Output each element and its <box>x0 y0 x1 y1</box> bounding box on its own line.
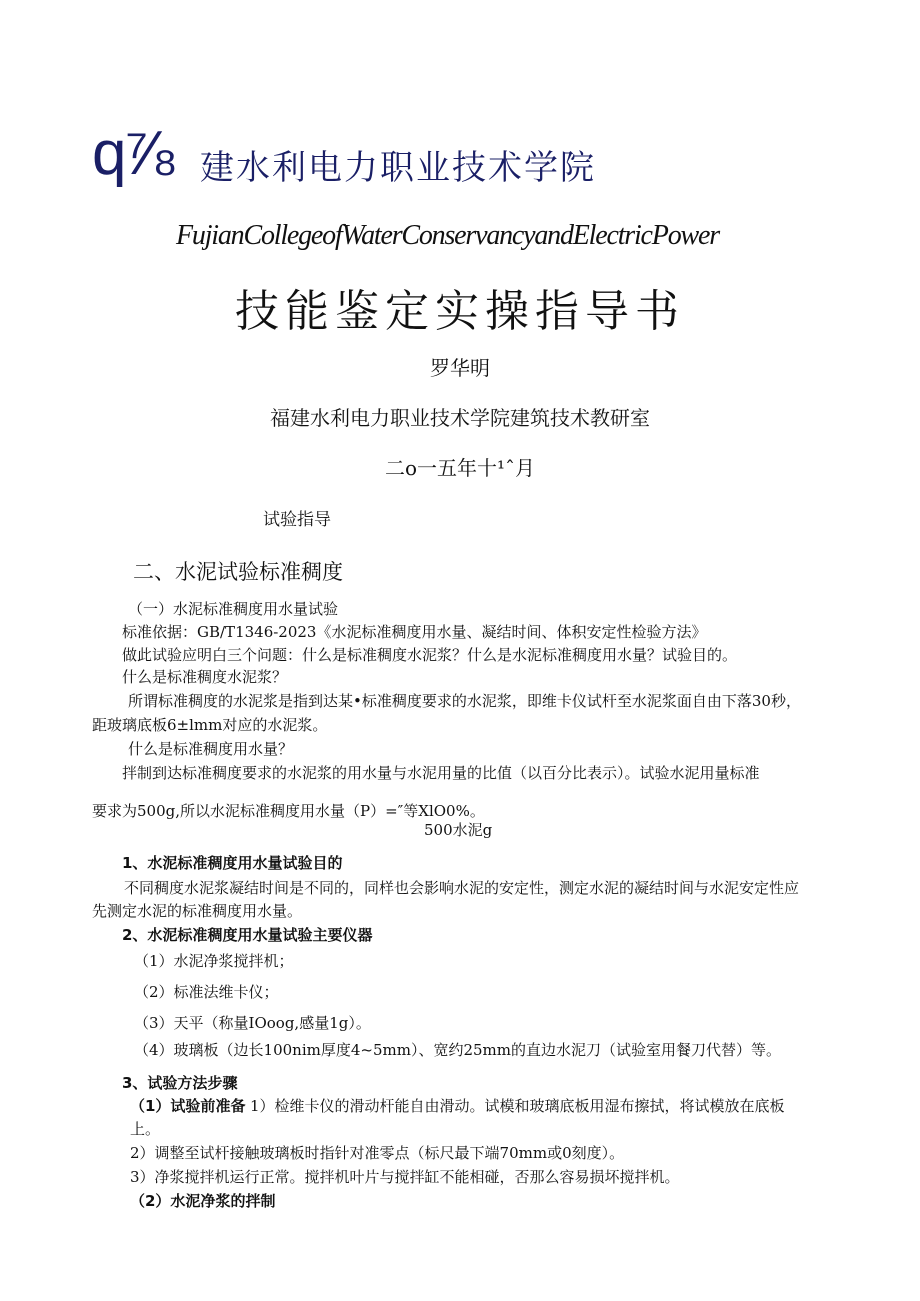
formula-denominator: 500水泥g <box>424 821 493 839</box>
section-heading: 试验指导 <box>263 510 331 530</box>
heading-1: 1、水泥标准稠度用水量试验目的 <box>122 854 343 872</box>
q2-text-line1: 拌制到达标准稠度要求的水泥浆的用水量与水泥用量的比值（以百分比表示）。试验水泥用量标准 <box>122 764 760 782</box>
college-logo: q⅞ <box>92 119 171 188</box>
step1-text-line2: 上。 <box>130 1120 161 1138</box>
q1-heading: 什么是标准稠度水泥浆？ <box>122 668 288 686</box>
step2-heading: （2）水泥净浆的拌制 <box>130 1192 276 1210</box>
questions-intro: 做此试验应明白三个问题：什么是标准稠度水泥浆？什么是水泥标准稠度用水量？试验目的。 <box>122 646 738 664</box>
heading-3: 3、试验方法步骤 <box>122 1074 238 1092</box>
h1-text-line1: 不同稠度水泥浆凝结时间是不同的，同样也会影响水泥的安定性，测定水泥的凝结时间与水泥安定性应 <box>124 879 800 897</box>
q2-heading: 什么是标准稠度用水量？ <box>128 740 294 758</box>
q2-text-line2: 要求为500g,所以水泥标准稠度用水量（P）=″等XlO0%。 <box>92 802 485 820</box>
q1-text-line2: 距玻璃底板6±lmm对应的水泥浆。 <box>92 716 328 734</box>
school-name-cn: 建水利电力职业技术学院 <box>200 148 596 188</box>
department: 福建水利电力职业技术学院建筑技术教研室 <box>270 406 650 430</box>
document-title: 技能鉴定实操指导书 <box>235 286 685 337</box>
school-name-en: FujianCollegeofWaterConservancyandElectricPower <box>176 220 719 251</box>
h1-text-line2: 先测定水泥的标准稠度用水量。 <box>92 902 303 920</box>
step1-heading: （1）试验前准备 <box>130 1097 246 1115</box>
step1-item3: 3）净浆搅拌机运行正常。搅拌机叶片与搅拌缸不能相碰，否那么容易损坏搅拌机。 <box>130 1168 680 1186</box>
heading-2: 2、水泥标准稠度用水量试验主要仪器 <box>122 926 373 944</box>
step1-item2: 2）调整至试杆接触玻璃板时指针对准零点（标尺最下端70mm或0刻度）。 <box>130 1144 625 1162</box>
standard-basis: 标准依据：GB/T1346-2023《水泥标准稠度用水量、凝结时间、体积安定性检验方法》 <box>122 623 707 641</box>
instrument-item: （1）水泥净浆搅拌机； <box>134 952 294 970</box>
q1-text-line1: 所谓标准稠度的水泥浆是指到达某•标准稠度要求的水泥浆，即维卡仪试杆至水泥浆面自由下落30秒， <box>128 692 801 710</box>
instrument-item: （4）玻璃板（边长100nim厚度4~5mm）、宽约25mm的直边水泥刀（试验室用餐刀代替）等。 <box>134 1041 781 1059</box>
part-title: 二、水泥试验标准稠度 <box>133 560 343 584</box>
publish-date: 二o一五年十¹ˆ月 <box>384 456 536 480</box>
instrument-item: （3）天平（称量IOoog,感量1g）。 <box>134 1014 371 1032</box>
sub-title: （一）水泥标准稠度用水量试验 <box>128 600 339 618</box>
step1-text-line1: 1）检维卡仪的滑动杆能自由滑动。试模和玻璃底板用湿布擦拭，将试模放在底板 <box>250 1097 785 1115</box>
author: 罗华明 <box>430 356 490 380</box>
instrument-item: （2）标准法维卡仪； <box>134 983 279 1001</box>
